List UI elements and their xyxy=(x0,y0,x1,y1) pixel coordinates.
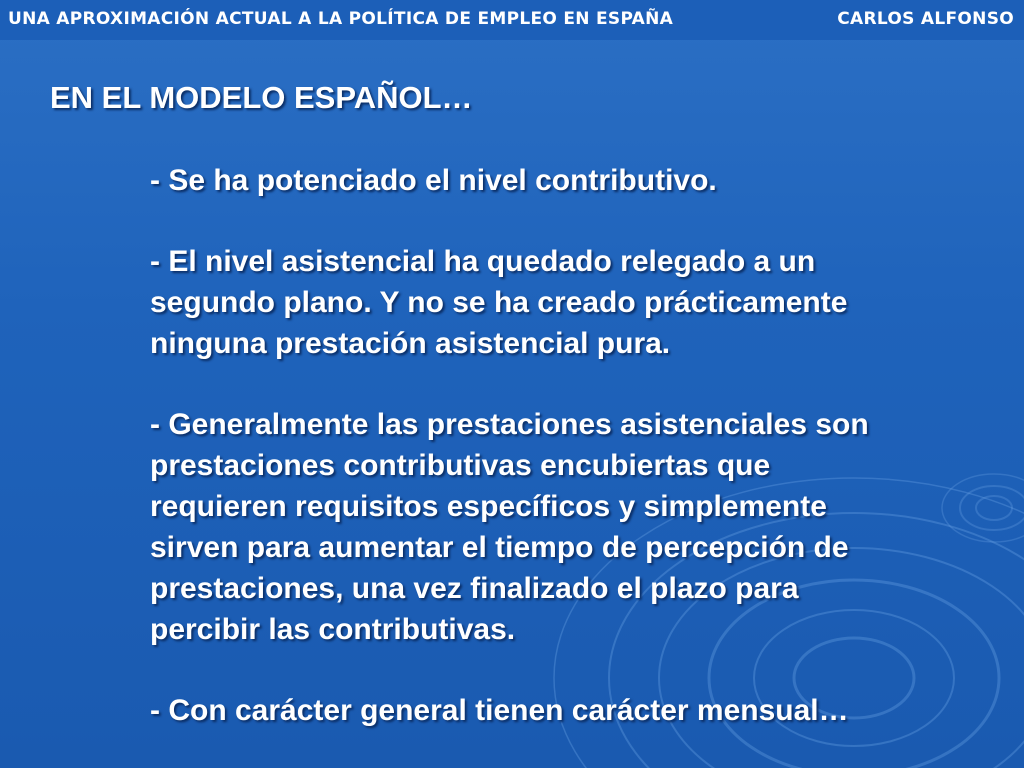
presentation-title: UNA APROXIMACIÓN ACTUAL A LA POLÍTICA DE EMPLEO EN ESPAÑA xyxy=(8,9,674,29)
slide-content xyxy=(150,160,1010,731)
slide-header xyxy=(0,0,1024,40)
bullet-paragraph: - El nivel asistencial ha quedado relegado a un segundo plano. Y no se ha creado prácticamente ninguna prestación asistencial pura. xyxy=(150,245,848,360)
bullet-paragraph: - Con carácter general tienen carácter mensual… xyxy=(150,694,849,727)
slide-title: EN EL MODELO ESPAÑOL… xyxy=(50,80,473,115)
bullet-paragraph: - Se ha potenciado el nivel contributivo. xyxy=(150,164,717,197)
bullet-paragraph: - Generalmente las prestaciones asistenciales son prestaciones contributivas encubiertas que requieren requisitos específicos y simplemente sirven para aumentar el tiempo de percepción de prestaciones, una vez finalizado el plazo para percibir las contributivas. xyxy=(150,408,869,646)
author-name: CARLOS ALFONSO xyxy=(837,9,1014,29)
